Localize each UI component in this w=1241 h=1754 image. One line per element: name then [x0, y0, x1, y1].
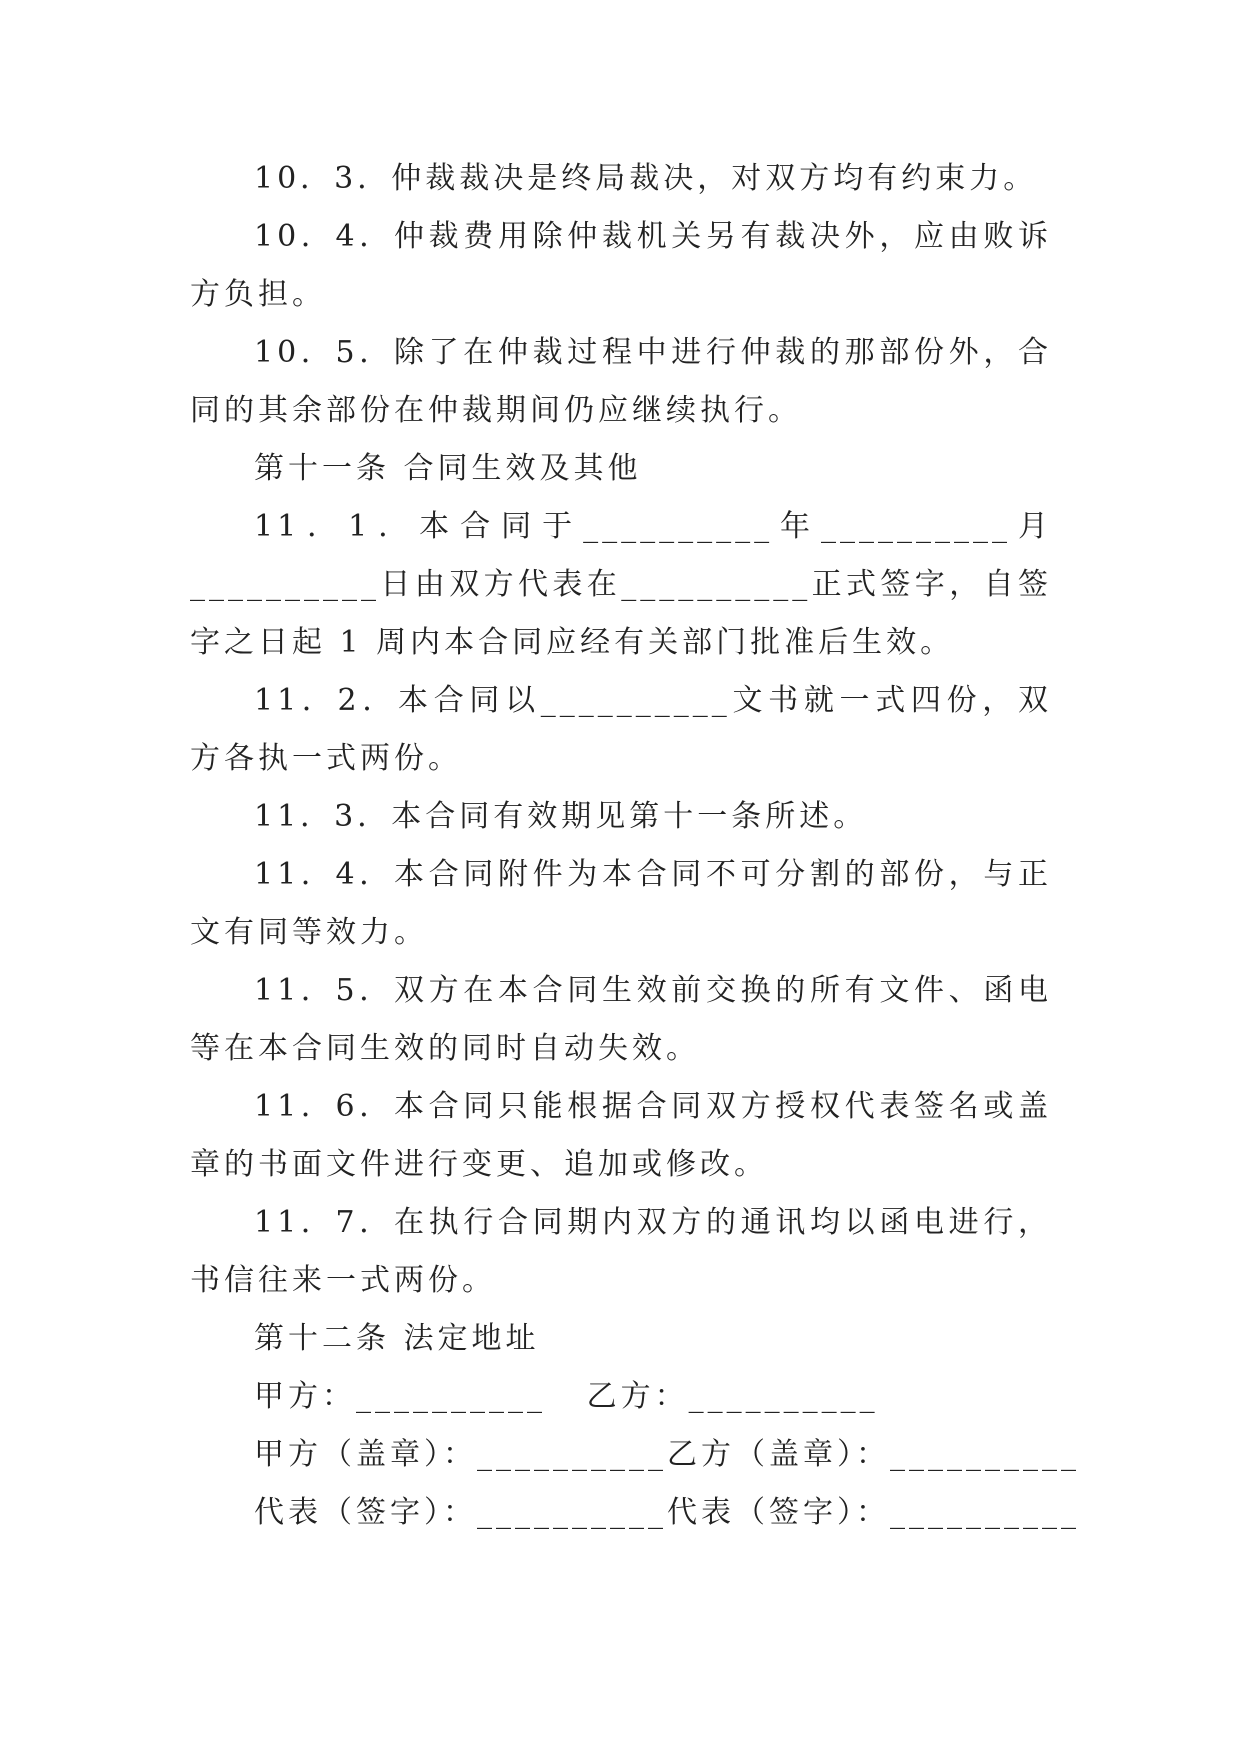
article-11-heading: 第十一条 合同生效及其他 — [254, 451, 642, 486]
clause-11-6: 11．6．本合同只能根据合同双方授权代表签名或盖章的书面文件进行变更、追加或修改。 — [190, 1089, 1052, 1182]
clause-11-4: 11．4．本合同附件为本合同不可分割的部份，与正文有同等效力。 — [190, 857, 1052, 950]
clause-10-3: 10．3．仲裁裁决是终局裁决，对双方均有约束力。 — [254, 161, 1038, 196]
clause-11-2: 11．2．本合同以__________文书就一式四份，双方各执一式两份。 — [190, 683, 1052, 776]
clause-11-5: 11．5．双方在本合同生效前交换的所有文件、函电等在本合同生效的同时自动失效。 — [190, 973, 1052, 1066]
party-names-line: 甲方：__________ 乙方：__________ — [254, 1379, 879, 1414]
clause-11-1: 11．1．本合同于__________年__________月__________日由双方代表在__________正式签字，自签字之日起 1 周内本合同应经有关部门批准后生效。 — [190, 509, 1052, 660]
article-12-heading: 第十二条 法定地址 — [254, 1321, 540, 1356]
contract-body — [190, 150, 1080, 1542]
clause-10-5: 10．5．除了在仲裁过程中进行仲裁的那部份外，合同的其余部份在仲裁期间仍应继续执行。 — [190, 335, 1052, 428]
clause-11-3: 11．3．本合同有效期见第十一条所述。 — [254, 799, 868, 834]
clause-10-4: 10．4．仲裁费用除仲裁机关另有裁决外，应由败诉方负担。 — [190, 219, 1052, 312]
representative-signature-line: 代表（签字）：__________代表（签字）：__________ — [254, 1495, 1080, 1530]
clause-11-7: 11．7．在执行合同期内双方的通讯均以函电进行，书信往来一式两份。 — [190, 1205, 1052, 1298]
party-seal-line: 甲方（盖章）：__________乙方（盖章）：__________ — [254, 1437, 1080, 1472]
